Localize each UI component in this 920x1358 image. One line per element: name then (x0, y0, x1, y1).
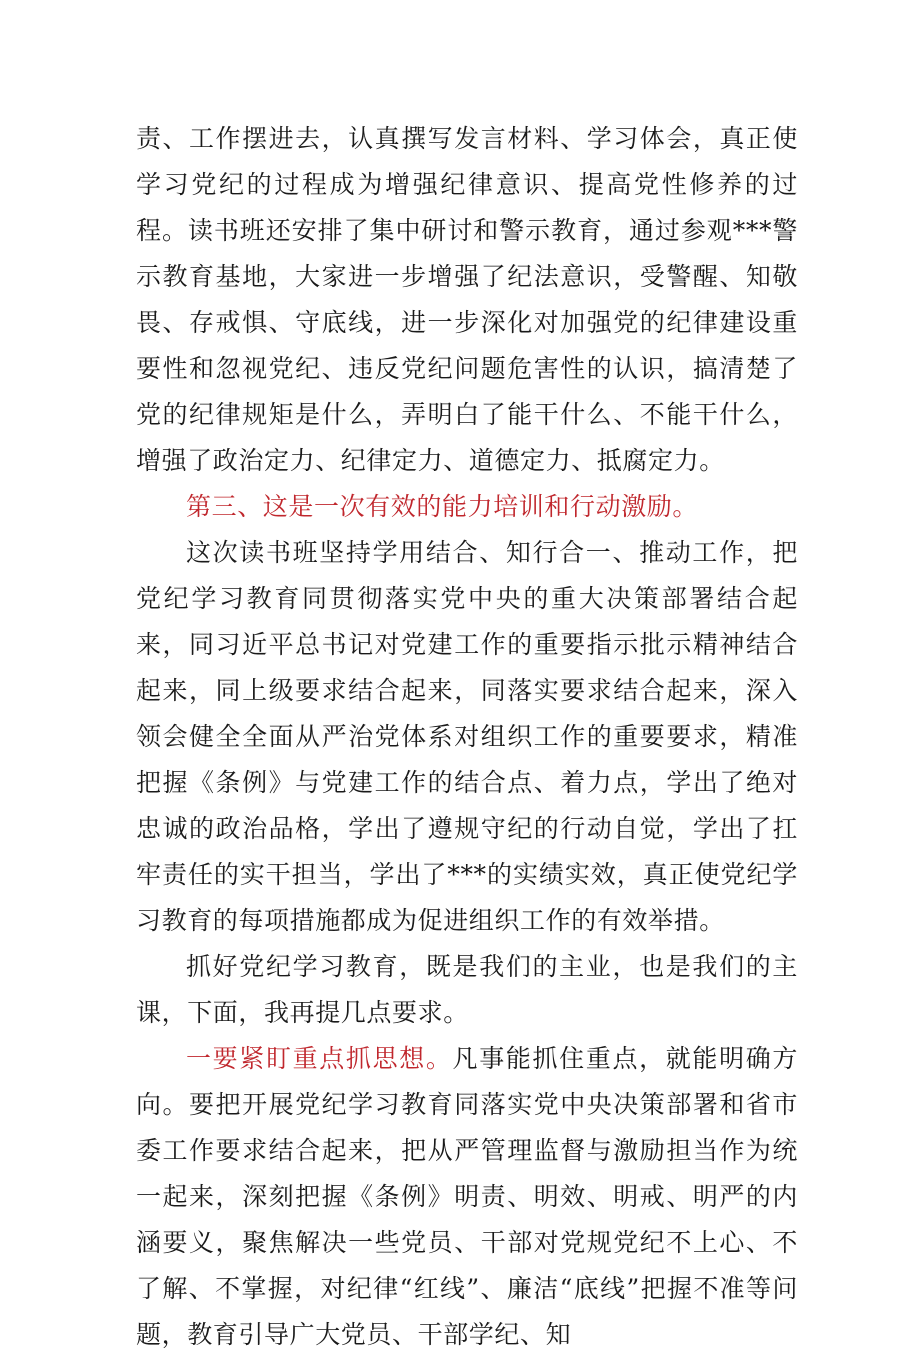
paragraph-requirements-intro: 抓好党纪学习教育，既是我们的主业，也是我们的主课，下面，我再提几点要求。 (136, 952, 798, 1027)
requirement-one-text: 凡事能抓住重点，就能明确方向。要把开展党纪学习教育同落实党中央决策部署和省市委工作要求结合起来，把从严管理监督与激励担当作为统一起来，深刻把握《条例》明责、明效、明戒、明严的内涵要义，聚焦解决一些党员、干部对党规党纪不上心、不了解、不掌握，对纪律“红线”、廉洁“底线”把握不准等问题，教育引导广大党员、干部学纪、知 (136, 1044, 798, 1349)
document-body (136, 116, 798, 1358)
paragraph-third-section: 这次读书班坚持学用结合、知行合一、推动工作，把党纪学习教育同贯彻落实党中央的重大决策部署结合起来，同习近平总书记对党建工作的重要指示批示精神结合起来，同上级要求结合起来，同落实要求结合起来，深入领会健全全面从严治党体系对组织工作的重要要求，精准把握《条例》与党建工作的结合点、着力点，学出了绝对忠诚的政治品格，学出了遵规守纪的行动自觉，学出了扛牢责任的实干担当，学出了***的实绩实效，真正使党纪学习教育的每项措施都成为促进组织工作的有效举措。 (136, 538, 798, 935)
requirement-one-heading: 一要紧盯重点抓思想。 (186, 1044, 453, 1073)
paragraph-continuation: 责、工作摆进去，认真撰写发言材料、学习体会，真正使学习党纪的过程成为增强纪律意识、提高党性修养的过程。读书班还安排了集中研讨和警示教育，通过参观***警示教育基地，大家进一步增强了纪法意识，受警醒、知敬畏、存戒惧、守底线，进一步深化对加强党的纪律建设重要性和忽视党纪、违反党纪问题危害性的认识，搞清楚了党的纪律规矩是什么，弄明白了能干什么、不能干什么，增强了政治定力、纪律定力、道德定力、抵腐定力。 (136, 124, 798, 475)
section-heading-third: 第三、这是一次有效的能力培训和行动激励。 (186, 492, 699, 521)
paragraph-requirement-one (136, 1036, 798, 1358)
